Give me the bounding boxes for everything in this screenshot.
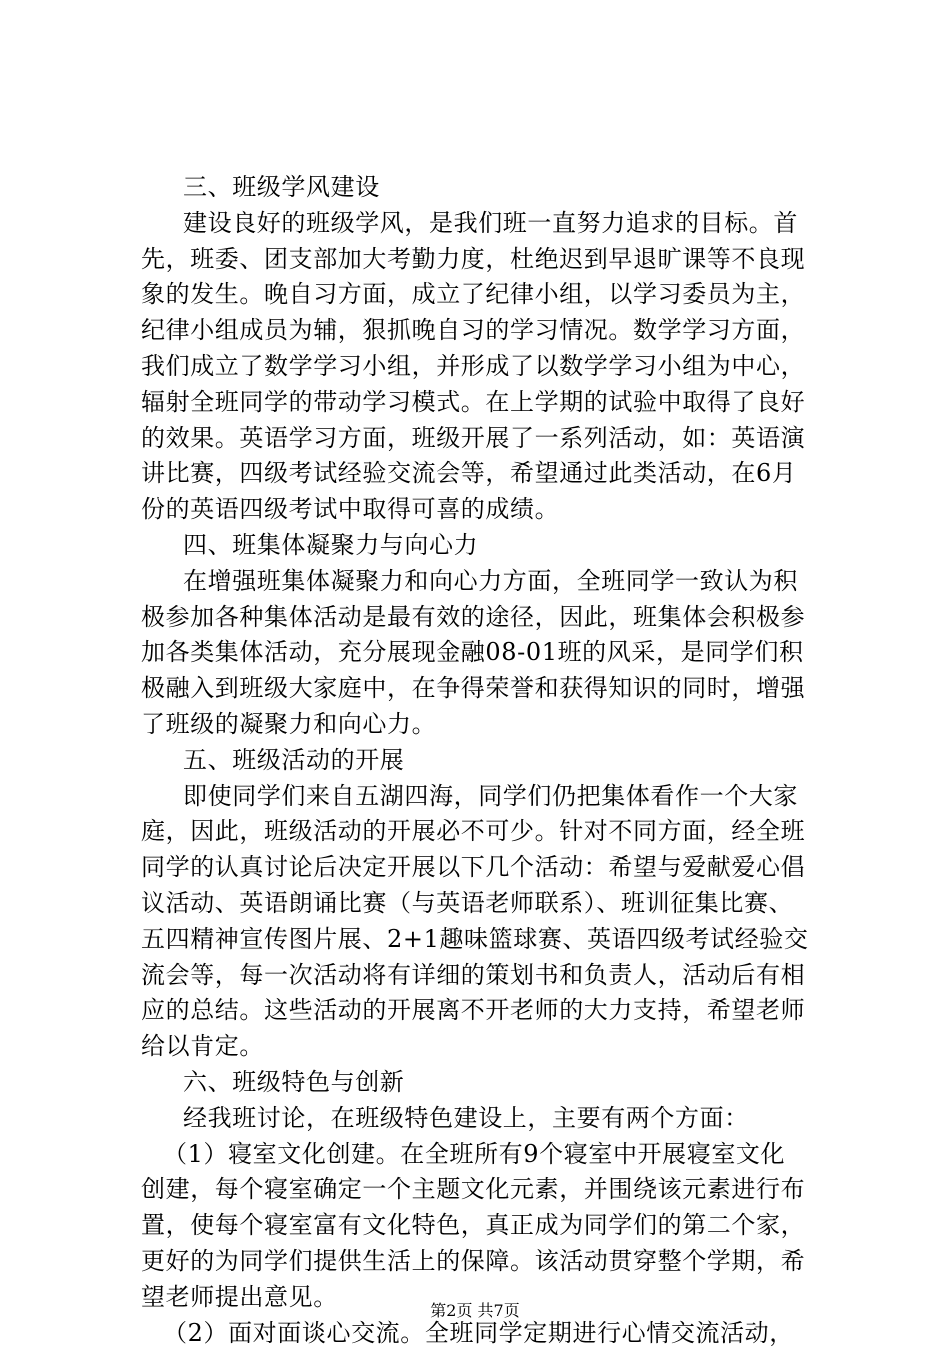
page-footer: 第2页 共7页 [0,1301,950,1321]
text-line: （2）面对面谈心交流。全班同学定期进行心情交流活动， [141,1316,831,1351]
text-line: 给以肯定。 [141,1029,831,1065]
text-line: 辐射全班同学的带动学习模式。在上学期的试验中取得了良好 [141,385,831,421]
text-line: 加各类集体活动，充分展现金融08-01班的风采，是同学们积 [141,635,831,671]
text-line: 望老师提出意见。 [141,1280,831,1316]
text-line: 创建，每个寝室确定一个主题文化元素，并围绕该元素进行布 [141,1172,831,1208]
document-body [141,170,831,1351]
text-line: 议活动、英语朗诵比赛（与英语老师联系）、班训征集比赛、 [141,886,831,922]
text-line: 象的发生。晚自习方面，成立了纪律小组，以学习委员为主， [141,277,831,313]
text-line: 六、班级特色与创新 [141,1065,831,1101]
text-line: 在增强班集体凝聚力和向心力方面，全班同学一致认为积 [141,564,831,600]
text-line: 同学的认真讨论后决定开展以下几个活动：希望与爱献爱心倡 [141,850,831,886]
text-line: 极融入到班级大家庭中，在争得荣誉和获得知识的同时，增强 [141,671,831,707]
text-line: 应的总结。这些活动的开展离不开老师的大力支持，希望老师 [141,993,831,1029]
text-line: 即使同学们来自五湖四海，同学们仍把集体看作一个大家 [141,779,831,815]
text-line: 极参加各种集体活动是最有效的途径，因此，班集体会积极参 [141,600,831,636]
text-line: 三、班级学风建设 [141,170,831,206]
text-line: 流会等，每一次活动将有详细的策划书和负责人，活动后有相 [141,958,831,994]
text-line: 先，班委、团支部加大考勤力度，杜绝迟到早退旷课等不良现 [141,242,831,278]
text-line: 的效果。英语学习方面，班级开展了一系列活动，如：英语演 [141,421,831,457]
text-line: 五、班级活动的开展 [141,743,831,779]
text-line: 纪律小组成员为辅，狠抓晚自习的学习情况。数学学习方面， [141,313,831,349]
text-line: 庭，因此，班级活动的开展必不可少。针对不同方面，经全班 [141,814,831,850]
text-line: 更好的为同学们提供生活上的保障。该活动贯穿整个学期，希 [141,1244,831,1280]
text-line: 份的英语四级考试中取得可喜的成绩。 [141,492,831,528]
text-line: 讲比赛，四级考试经验交流会等，希望通过此类活动，在6月 [141,456,831,492]
text-line: 置，使每个寝室富有文化特色，真正成为同学们的第二个家， [141,1208,831,1244]
text-line: 五四精神宣传图片展、2+1趣味篮球赛、英语四级考试经验交 [141,922,831,958]
text-line: 建设良好的班级学风，是我们班一直努力追求的目标。首 [141,206,831,242]
text-line: （1）寝室文化创建。在全班所有9个寝室中开展寝室文化 [141,1137,831,1173]
text-line: 四、班集体凝聚力与向心力 [141,528,831,564]
text-line: 了班级的凝聚力和向心力。 [141,707,831,743]
text-line: 我们成立了数学学习小组，并形成了以数学学习小组为中心， [141,349,831,385]
text-line: 经我班讨论，在班级特色建设上，主要有两个方面： [141,1101,831,1137]
